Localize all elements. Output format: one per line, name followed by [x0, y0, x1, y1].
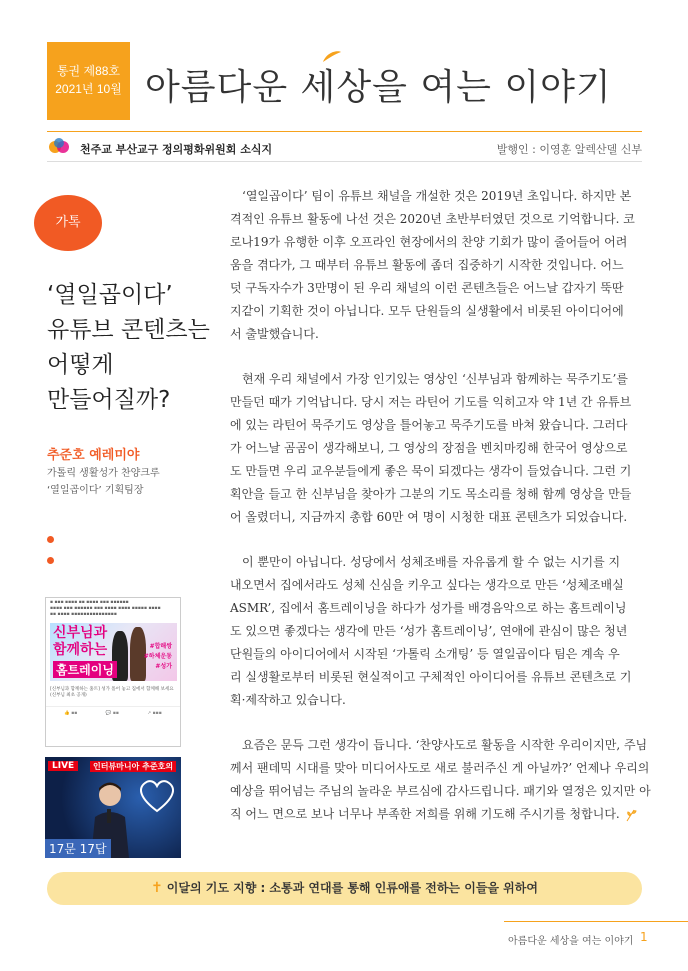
video-title-line: 홈트레이닝 [53, 661, 117, 678]
video-tag: #합해쌍 [149, 643, 172, 650]
header-rule [47, 131, 642, 132]
headline-line: 만들어질까? [47, 387, 171, 413]
issue-date: 2021년 10월 [55, 82, 122, 96]
publisher: 발행인 : 이영훈 알렉산델 신부 [496, 143, 642, 156]
body-line: 서 출발했습니다. [230, 327, 319, 341]
live-thumbnail [45, 757, 181, 858]
body-line: 어 올렸더니, 지금까지 총합 60만 여 명이 시청한 대표 콘텐츠가 되었습니다. [230, 510, 628, 524]
video-tag: #성가 [155, 663, 172, 670]
comment-icon: 💬 ▪▪ [105, 711, 119, 716]
author-role-line: 가톨릭 생활성가 찬양크루 [47, 468, 160, 479]
body-line-text: 직 어느 면으로 보나 너무나 부족한 저희를 위해 기도해 주시기를 청합니다. [230, 807, 620, 821]
leaf-icon [321, 50, 343, 64]
live-badge: LIVE [48, 761, 78, 771]
issue-badge [47, 42, 130, 120]
body-line: 만들던 때가 기억납니다. 당시 저는 라틴어 기도를 익히고자 약 1년 간 유튜브 [230, 395, 632, 409]
live-banner: 인터뷰마니아 추준호의 [90, 761, 176, 772]
org-name: 천주교 부산교구 정의평화위원회 소식지 [80, 143, 273, 156]
article-headline [47, 278, 217, 418]
wheat-icon [624, 808, 638, 822]
video-actions [46, 706, 180, 720]
author-name: 추준호 예레미야 [47, 448, 140, 463]
body-line: 움을 겪다가, 그 때부터 유튜브 활동에 좀더 집중하기 시작한 것입니다. 어느 [230, 258, 624, 272]
body-line: 덧 구독자수가 3만명이 된 우리 채널의 이런 콘텐츠들은 어느날 갑자기 뚝딴 [230, 281, 624, 295]
video-title-line: 신부님과 [53, 625, 108, 641]
category-badge: 가톡 [34, 195, 102, 251]
youtube-thumbnail [45, 597, 181, 747]
body-line: 획안을 들고 한 신부님을 찾아가 그분의 기도 목소리를 청해 함께 영상을 만들 [230, 487, 632, 501]
prayer-intention-text: 이달의 기도 지향 : 소통과 연대를 통해 인류애를 전하는 이들을 위하여 [166, 881, 538, 895]
prayer-intention-bar [47, 872, 642, 905]
body-line: 예상을 뛰어넘는 주님의 놀라운 부르심에 감사드립니다. 패기와 열정은 있지만 아 [230, 784, 651, 798]
headline-line: 어떻게 [47, 352, 114, 378]
body-line: ASMR’, 집에서 홈트레이닝을 하다가 성가를 배경음악으로 하는 홈트레이닝 [230, 601, 627, 615]
thumbnail-meta: ▪ ▪▪▪ ▪▪▪▪ ▪▪ ▪▪▪▪ ▪▪▪ ▪▪▪▪▪▪ ▪▪▪▪ ▪▪▪ ▪▪▪▪▪▪ ▪▪▪ ▪▪▪▪ ▪▪▪▪ ▪▪▪▪▪ ▪▪▪▪ ▪▪ ▪▪▪▪ ▪▪▪▪▪▪▪▪▪▪▪▪▪▪▪ [50, 600, 161, 617]
video-caption: [신부님과 함께하는 홈트] 성가 틀어 놓고 집에서 함께해 보세요 (신부님 최초 공개) [50, 687, 174, 698]
share-icon: ↗ ▪▪▪ [147, 711, 162, 716]
body-line: 내오면서 집에서라도 성체 신심을 키우고 싶다는 생각으로 만든 ‘성체조배실 [230, 578, 624, 592]
body-line: 로나19가 유행한 이후 오프라인 현장에서의 찬양 기회가 많이 줄어들어 어려 [230, 235, 628, 249]
body-line: 격적인 유튜브 활동에 나선 것은 2020년 초반부터였던 것으로 기억합니다. 코 [230, 212, 635, 226]
video-title-line: 함께하는 [53, 642, 108, 658]
author-role-line: ‘열일곱이다’ 기획팀장 [47, 485, 144, 496]
body-line: 도 있으면 좋겠다는 생각에 만든 ‘성가 홈트레이닝’, 연애에 관심이 많은 청년 [230, 624, 628, 638]
like-icon: 👍 ▪▪ [64, 711, 78, 716]
cupid-heart-icon [137, 777, 177, 813]
video-tag: #하체운동 [143, 653, 172, 660]
body-line [230, 803, 642, 826]
body-line: 획·제작하고 있습니다. [230, 693, 346, 707]
body-line: ‘열일곱이다’ 팀이 유튜브 채널을 개설한 것은 2019년 초입니다. 하지만 본 [242, 189, 632, 203]
issue-number: 통권 제88호 [56, 64, 121, 78]
masthead-text: 아름다운 세상을 여는 이야기 [145, 67, 612, 108]
body-line: 현재 우리 채널에서 가장 인기있는 영상인 ‘신부님과 함께하는 묵주기도’를 [242, 372, 628, 386]
body-line: 이 뿐만이 아닙니다. 성당에서 성체조배를 자유롭게 할 수 없는 시기를 지 [242, 555, 621, 569]
cross-icon: ✝ [151, 880, 163, 896]
body-line: 요즘은 문득 그런 생각이 듭니다. ‘찬양사도로 활동을 시작한 우리이지만, 주님 [242, 738, 648, 752]
jpcb-logo-icon [47, 138, 77, 158]
footer-title: 아름다운 세상을 여는 이야기 [508, 936, 634, 947]
body-line: 리 실생활로부터 비롯된 현실적이고 구체적인 아이디어를 유튜브 콘텐츠로 기 [230, 670, 632, 684]
bullet-dot [47, 557, 54, 564]
page-number: 1 [640, 930, 648, 944]
author-role [47, 465, 160, 499]
article-body [230, 185, 651, 826]
body-line: 께서 팬데믹 시대를 맞아 미디어사도로 새로 불러주신 게 아닐까?’ 언제나 우리의 [230, 761, 650, 775]
masthead-title [145, 58, 665, 118]
body-line: 에 있는 라틴어 묵주기도 영상을 틀어놓고 묵주기도를 바쳐 왔습니다. 그러다 [230, 418, 628, 432]
bullet-dot [47, 536, 54, 543]
headline-line: ‘열일곱이다’ [47, 282, 173, 308]
video-frame [50, 623, 177, 681]
question-counter: 17문 17답 [45, 839, 111, 858]
body-line: 단원들의 아이디어에서 시작된 ‘가톨릭 소개팅’ 등 열일곱이다 팀은 계속 우 [230, 647, 620, 661]
body-line: 도 만들면 우리 교우분들에게 좋은 묵이 되겠다는 생각이 들었습니다. 그런 기 [230, 464, 632, 478]
body-line: 가 어느날 곰곰이 생각해보니, 그 영상의 장점을 벤치마킹해 한국어 영상으로 [230, 441, 628, 455]
body-line: 지같이 기획한 것이 아닙니다. 모두 단원들의 실생활에서 비롯된 아이디어에 [230, 304, 624, 318]
headline-line: 유튜브 콘텐츠는 [47, 317, 210, 343]
footer-rule [504, 921, 688, 922]
header-divider [47, 161, 642, 162]
